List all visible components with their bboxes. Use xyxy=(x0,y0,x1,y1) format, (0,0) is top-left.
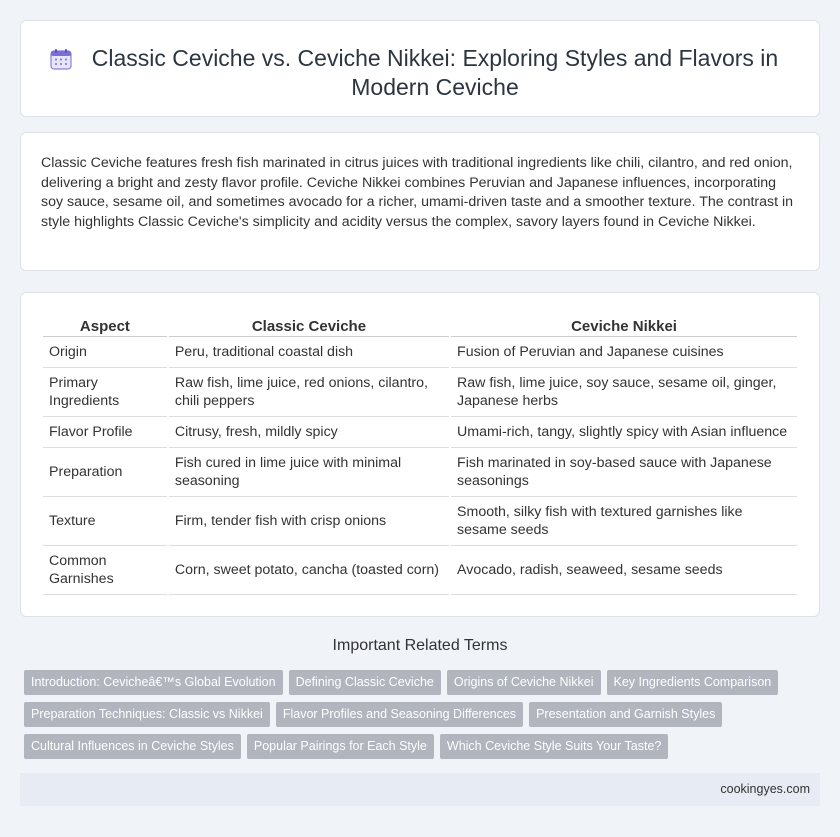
table-row xyxy=(43,448,797,497)
related-term-tag[interactable]: Which Ceviche Style Suits Your Taste? xyxy=(440,734,668,759)
table-cell: Umami-rich, tangy, slightly spicy with Asian influence xyxy=(451,417,797,448)
related-term-tag[interactable]: Flavor Profiles and Seasoning Differences xyxy=(276,702,523,727)
table-cell: Smooth, silky fish with textured garnishes like sesame seeds xyxy=(451,497,797,546)
table-cell: Fish cured in lime juice with minimal seasoning xyxy=(169,448,449,497)
header-card xyxy=(20,20,820,117)
table-header-row xyxy=(43,317,797,337)
footer xyxy=(20,773,820,806)
table-cell: Raw fish, lime juice, soy sauce, sesame oil, ginger, Japanese herbs xyxy=(451,368,797,417)
related-term-tag[interactable]: Popular Pairings for Each Style xyxy=(247,734,434,759)
related-term-tag[interactable]: Introduction: Cevicheâ€™s Global Evolution xyxy=(24,670,283,695)
page-title-line-2: Modern Ceviche xyxy=(351,74,519,100)
table-cell: Corn, sweet potato, cancha (toasted corn) xyxy=(169,546,449,595)
footer-site-name[interactable]: cookingyes.com xyxy=(720,782,810,796)
table-cell: Citrusy, fresh, mildly spicy xyxy=(169,417,449,448)
page-title-line-1: Classic Ceviche vs. Ceviche Nikkei: Exploring Styles and Flavors in xyxy=(91,45,779,71)
table-cell: Peru, traditional coastal dish xyxy=(169,337,449,368)
table-row xyxy=(43,417,797,448)
table-cell: Fish marinated in soy-based sauce with Japanese seasonings xyxy=(451,448,797,497)
related-term-tag[interactable]: Key Ingredients Comparison xyxy=(607,670,779,695)
table-row xyxy=(43,368,797,417)
related-term-tag[interactable]: Defining Classic Ceviche xyxy=(289,670,441,695)
table-cell: Texture xyxy=(43,497,167,546)
table-row xyxy=(43,497,797,546)
table-cell: Primary Ingredients xyxy=(43,368,167,417)
comparison-table-card xyxy=(20,292,820,617)
page-title xyxy=(21,44,819,102)
column-header-classic: Classic Ceviche xyxy=(169,317,449,337)
tag-row xyxy=(24,702,824,734)
column-header-aspect: Aspect xyxy=(43,317,167,337)
related-term-tag[interactable]: Cultural Influences in Ceviche Styles xyxy=(24,734,241,759)
table-row xyxy=(43,337,797,368)
tag-row xyxy=(24,670,824,702)
table-cell: Fusion of Peruvian and Japanese cuisines xyxy=(451,337,797,368)
intro-text: Classic Ceviche features fresh fish marinated in citrus juices with traditional ingredients like chili, cilantro, and red onion, delivering a bright and zesty flavor profile. Ceviche Nikkei combines Peruvian and Japanese influences, incorporating soy sauce, sesame oil, and sometimes avocado for a richer, umami-driven taste and a smoother texture. The contrast in style highlights Classic Ceviche's simplicity and acidity versus the complex, savory layers found in Ceviche Nikkei. xyxy=(41,155,794,230)
related-term-tag[interactable]: Origins of Ceviche Nikkei xyxy=(447,670,601,695)
intro-card xyxy=(20,132,820,271)
related-term-tag[interactable]: Presentation and Garnish Styles xyxy=(529,702,722,727)
related-terms-tags xyxy=(24,670,824,766)
table-cell: Raw fish, lime juice, red onions, cilantro, chili peppers xyxy=(169,368,449,417)
table-row xyxy=(43,546,797,595)
table-cell: Firm, tender fish with crisp onions xyxy=(169,497,449,546)
table-cell: Origin xyxy=(43,337,167,368)
table-cell: Preparation xyxy=(43,448,167,497)
table-cell: Avocado, radish, seaweed, sesame seeds xyxy=(451,546,797,595)
column-header-nikkei: Ceviche Nikkei xyxy=(451,317,797,337)
table-cell: Common Garnishes xyxy=(43,546,167,595)
tag-row xyxy=(24,734,824,766)
related-term-tag[interactable]: Preparation Techniques: Classic vs Nikkei xyxy=(24,702,270,727)
table-cell: Flavor Profile xyxy=(43,417,167,448)
related-terms-title: Important Related Terms xyxy=(332,637,508,654)
comparison-table xyxy=(41,317,799,595)
